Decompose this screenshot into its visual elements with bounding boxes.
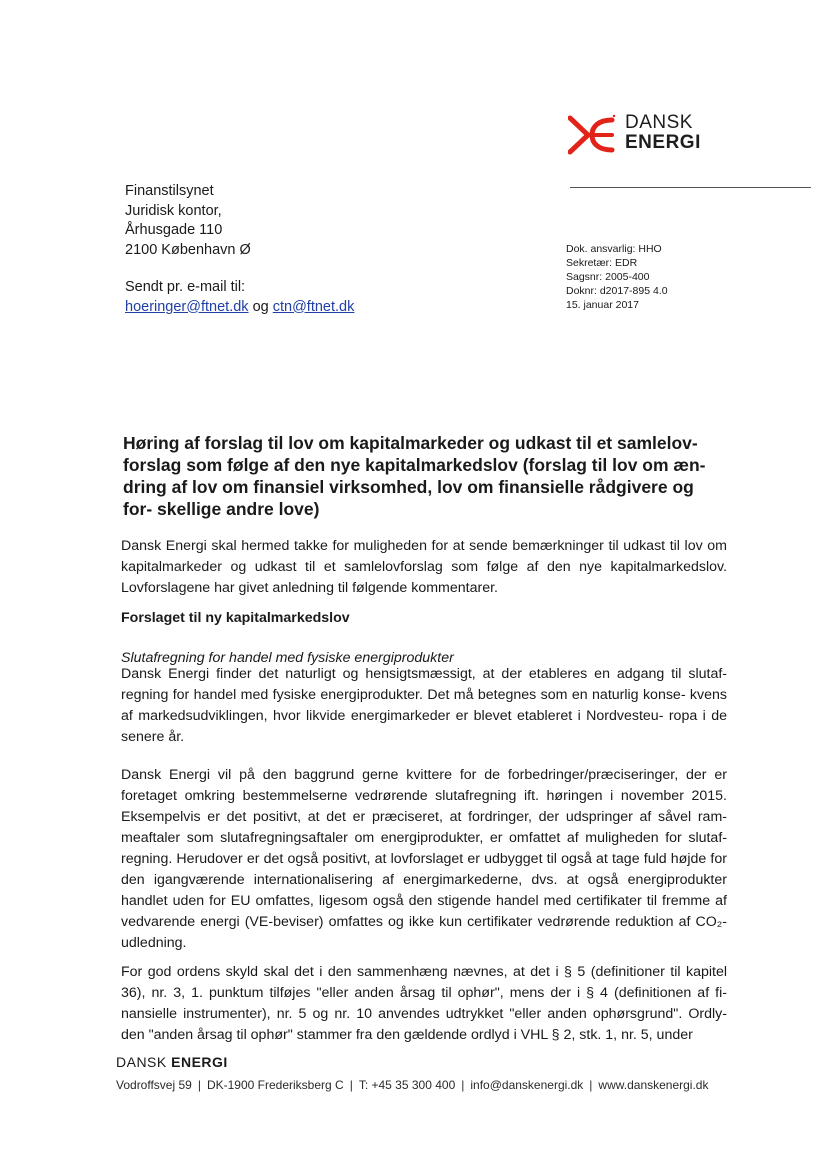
footer-separator: | [589, 1078, 593, 1092]
recipient-line: Juridisk kontor, [125, 202, 222, 219]
dansk-energi-logo [568, 112, 708, 160]
sent-by-email [125, 278, 354, 317]
header-rule [570, 187, 811, 188]
meta-line: Doknr: d2017-895 4.0 [566, 285, 668, 297]
footer-brand [116, 1054, 228, 1070]
footer-contact [116, 1078, 708, 1092]
logo-mark-icon [568, 114, 616, 156]
logo-word-energi: ENERGI [625, 132, 701, 153]
paragraph-2: Dansk Energi vil på den baggrund gerne kvittere for de forbedringer/præciseringer, der er foretaget omkring bestemmelserne vedrørende slutafregning ift. høringen i november 2015. Eksempelvis er det positivt, at det er præciseret, at fordringer, der udspringer af såvel ram- meaftaler som slutafregningsaftaler om energiprodukter, er omfattet af muligheden for slutaf- regning. Herudover er det også positivt, at lovforslaget er udbygget til også at tage fuld højde for den igangværende internationalisering af energimarkederne, dvs. at også energiprodukter handlet uden for EU omfattes, ligesom også den stigende handel med certifikater til fremme af vedvarende energi (VE-beviser) omfattes og ikke kun certifikater vedrørende reduktion af CO₂-udledning. [121, 767, 727, 951]
meta-line: 15. januar 2017 [566, 299, 639, 311]
footer-brand-light: DANSK [116, 1054, 167, 1070]
email-joiner: og [252, 298, 269, 315]
sent-label: Sendt pr. e-mail til: [125, 279, 246, 295]
recipient-line: 2100 København Ø [125, 241, 251, 258]
email-link-ctn[interactable]: ctn@ftnet.dk [272, 298, 355, 315]
intro-paragraph: Dansk Energi skal hermed takke for muligheden for at sende bemærkninger til udkast til lov om kapitalmarkeder og udkast til et samlelovforslag som følge af den nye kapitalmarkedslov. Lovforslagene har givet anledning til følgende kommentarer. [121, 538, 727, 596]
section-heading: Forslaget til ny kapitalmarkedslov [121, 610, 350, 626]
subsection-heading: Slutafregning for handel med fysiske energiprodukter [121, 650, 454, 666]
recipient-line: Århusgade 110 [125, 222, 223, 238]
meta-line: Sekretær: EDR [566, 257, 638, 269]
email-link-hoeringer[interactable]: hoeringer@ftnet.dk [125, 298, 249, 315]
footer-phone: T: +45 35 300 400 [358, 1078, 456, 1092]
footer-separator: | [349, 1078, 353, 1092]
meta-line: Dok. ansvarlig: HHO [566, 243, 662, 255]
footer-separator: | [197, 1078, 201, 1092]
recipient-address [125, 182, 251, 260]
footer-web[interactable]: www.danskenergi.dk [598, 1078, 709, 1092]
footer-separator: | [461, 1078, 465, 1092]
paragraph-1: Dansk Energi finder det naturligt og hensigtsmæssigt, at der etableres en adgang til slutaf- regning for handel med fysiske energiprodukter. Det må betegnes som en naturlig konse- kvens af markedsudviklingen, hvor likvide energimarkeder er blevet etableret i Nordvesteu- ropa i de senere år. [121, 666, 727, 745]
footer-address: Vodroffsvej 59 [116, 1078, 192, 1092]
letter-title: Høring af forslag til lov om kapitalmarkeder og udkast til et samlelov- forslag som følge af den nye kapitalmarkedslov (forslag til lov om æn- dring af lov om finansiel virksomhed, lov om finansielle rådgivere og for- skellige andre love) [123, 433, 706, 519]
footer-city: DK-1900 Frederiksberg C [206, 1078, 344, 1092]
meta-line: Sagsnr: 2005-400 [566, 271, 650, 283]
logo-word-dansk: DANSK [625, 112, 693, 133]
paragraph-3: For god ordens skyld skal det i den sammenhæng nævnes, at det i § 5 (definitioner til kapitel 36), nr. 3, 1. punktum tilføjes "eller anden årsag til ophør", mens der i § 4 (definitionen af fi- nansielle instrumenter), nr. 5 og nr. 10 anvendes udtrykket "eller anden ophørsgrund". Ordly- den "anden årsag til ophør" stammer fra den gældende ordlyd i VHL § 2, stk. 1, nr. 5, under [121, 964, 727, 1043]
document-metadata [566, 242, 668, 312]
footer-email[interactable]: info@danskenergi.dk [470, 1078, 584, 1092]
recipient-line: Finanstilsynet [125, 183, 214, 199]
footer-brand-bold: ENERGI [171, 1054, 228, 1070]
logo-wordmark [625, 113, 701, 153]
